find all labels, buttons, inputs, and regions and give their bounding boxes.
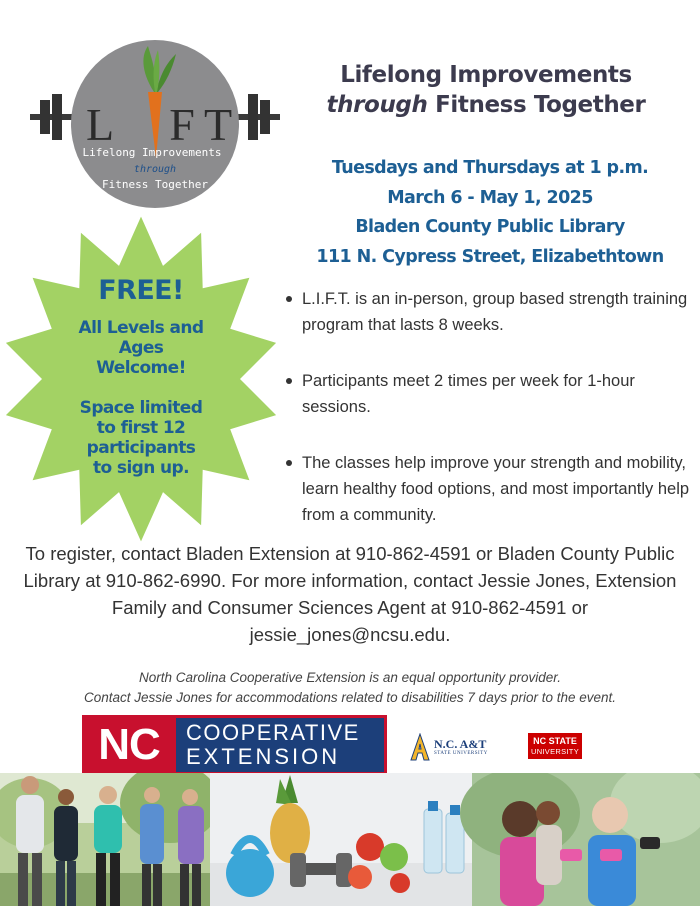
event-address: 111 N. Cypress Street, Elizabethtown — [316, 246, 664, 267]
all-levels-line-2: Ages — [118, 338, 164, 358]
space-line-1: Space limited — [79, 398, 203, 418]
logo-letter-f: F — [169, 99, 195, 150]
title-line-1: Lifelong Improvements — [340, 62, 632, 88]
nc-at-name: N.C. A&T — [434, 736, 487, 751]
bullet-item: The classes help improve your strength and mobility, learn healthy food options, and most importantly help from a community. — [282, 450, 692, 528]
event-details — [290, 154, 690, 272]
dumbbell-exercise-photo — [460, 773, 700, 906]
space-line-4: to sign up. — [93, 458, 189, 478]
logo-letter-l: L — [85, 99, 115, 150]
logo-tagline-3: Fitness Together — [102, 178, 208, 191]
event-venue: Bladen County Public Library — [355, 217, 625, 237]
photo-strip — [0, 773, 700, 906]
bullet-item: L.I.F.T. is an in-person, group based strength training program that lasts 8 weeks. — [282, 286, 692, 338]
lift-logo — [30, 40, 280, 212]
program-bullets — [282, 286, 692, 528]
title-line-2-rest: Fitness Together — [427, 92, 646, 118]
free-label: FREE! — [98, 275, 184, 306]
nc-mark: NC — [82, 715, 176, 775]
nc-state-university: UNIVERSITY — [530, 747, 579, 756]
logo-tagline-1: Lifelong Improvements — [82, 146, 222, 159]
registration-info: To register, contact Bladen Extension at 910-862-4591 or Bladen County Public Library at 910-862-6990. For more information, contact Jessie Jones, Extension Family and Consumer Sciences Agent at 910-862-4591 or jessie_jones@ncsu.edu. — [23, 543, 677, 645]
cooperative-word: COOPERATIVE — [186, 720, 360, 745]
bullet-item: Participants meet 2 times per week for 1-hour sessions. — [282, 368, 692, 420]
space-line-3: participants — [86, 438, 196, 458]
space-limited-label — [56, 398, 226, 478]
nc-state-name: NC STATE — [533, 736, 577, 746]
event-schedule: Tuesdays and Thursdays at 1 p.m. — [331, 158, 649, 178]
starburst-badge — [0, 216, 282, 542]
extension-word: EXTENSION — [186, 744, 341, 769]
all-levels-line-1: All Levels and — [78, 318, 204, 338]
title-through: through — [326, 92, 428, 118]
page-title — [296, 60, 676, 120]
nc-at-logo — [410, 732, 488, 762]
disclaimer-notes — [20, 668, 680, 708]
space-line-2: to first 12 — [96, 418, 186, 438]
nc-at-wordmark — [434, 738, 488, 757]
equal-opportunity-note: North Carolina Cooperative Extension is an equal opportunity provider. — [139, 670, 561, 685]
logo-tagline-2: through — [133, 164, 177, 175]
all-levels-label — [56, 318, 226, 378]
nc-state-logo — [528, 733, 582, 759]
title-line-2 — [296, 90, 676, 120]
aggie-a-icon — [410, 733, 430, 761]
nc-at-sub: STATE UNIVERSITY — [434, 750, 488, 756]
walking-group-photo — [0, 773, 220, 906]
nc-cooperative-extension-logo — [82, 715, 387, 775]
event-dates: March 6 - May 1, 2025 — [387, 187, 593, 208]
logo-letter-t: T — [203, 99, 233, 150]
cooperative-extension-wordmark — [176, 715, 387, 775]
accommodations-note: Contact Jessie Jones for accommodations related to disabilities 7 days prior to the event. — [83, 690, 617, 705]
fitness-food-photo — [210, 773, 472, 906]
all-levels-line-3: Welcome! — [96, 358, 186, 378]
